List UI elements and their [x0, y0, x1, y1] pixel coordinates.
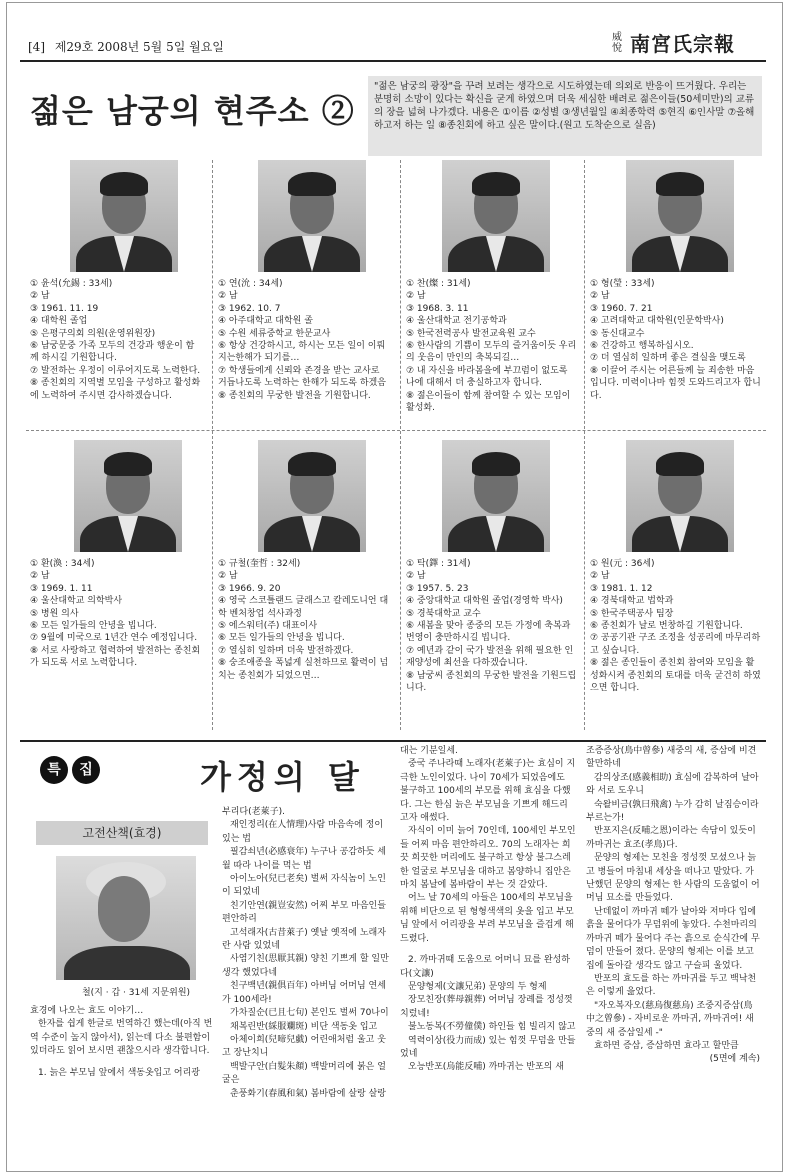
- article-paragraph: 불노동복(不勞僮僕) 하인들 힘 빌리지 않고: [408, 1022, 576, 1033]
- article-paragraph: 아체이희(兒啼兒戱) 어린애처럼 울고 웃고 장난치니: [222, 1034, 386, 1059]
- profile-photo: [74, 440, 182, 552]
- article-paragraph: 중국 주나라때 노래자(老萊子)는 효심이 지극한 노인이었다. 나이 70세가 되었음에도 불구하고 100세의 부모를 위해 효심을 다했다. 그는 한심 늙은 부모님을 기쁘게 해드리고자 애썼다.: [400, 759, 576, 824]
- profile-line: ⑥ 모든 일가들의 안녕을 빕니다.: [30, 621, 157, 632]
- article-paragraph: 어느 날 70세의 아들은 100세의 부모님을 위해 비단으로 된 형형색색의 옷을 입고 부모님 앞에서 어리광을 부려 부모님을 즐겁게 해 드렸다.: [400, 893, 574, 944]
- profile-line: ⑦ 더 열심히 일하며 좋은 결실을 맺도록: [590, 353, 746, 364]
- col-divider: [212, 160, 213, 730]
- profile-photo: [626, 160, 734, 272]
- profile-line: ⑤ 한국주택공사 팀장: [590, 608, 674, 619]
- profile-line: ⑧ 젊은이들이 함께 참여할 수 있는 모임이 활성화.: [406, 390, 571, 414]
- article-paragraph: 재인정리(在人情理)사람 마음속에 정이 있는 법: [222, 820, 384, 844]
- author-photo: [56, 856, 196, 980]
- profile-line: ① 윤석(允錫 : 33세): [30, 279, 113, 289]
- profile-line: ① 규철(奎哲 : 32세): [218, 559, 301, 569]
- article-paragraph: 감의상조(感義相助) 효심에 감복하여 날아와 서로 도우니: [586, 772, 759, 797]
- profile-line: ① 연(沇 : 34세): [218, 279, 283, 289]
- article-paragraph: 장모친장(葬母親葬) 어머님 장례를 정성껏 치렀네!: [400, 995, 573, 1019]
- article-paragraph: 친구백년(親俱百年) 아버님 어머님 연세가 100세라!: [222, 981, 386, 1005]
- article-paragraph: 조증증상(鳥中曾參) 새중의 새, 증삼에 비견할만하네: [586, 746, 757, 770]
- col-divider: [400, 160, 401, 730]
- profile-line: ① 찬(燦 : 31세): [406, 279, 471, 289]
- profile-line: ② 남: [30, 291, 50, 302]
- profile-line: ① 형(瑩 : 33세): [590, 279, 655, 289]
- profile-line: ④ 아주대학교 대학원 졸: [218, 316, 313, 327]
- article-col-4: [586, 745, 760, 1067]
- profile-line: ⑥ 새봄을 맞아 종중의 모든 가정에 축복과 번영이 충만하시길 빕니다.: [406, 621, 571, 644]
- profile-line: ⑧ 종친회의 무궁한 발전을 기원합니다.: [218, 390, 371, 401]
- article-paragraph: 친기안연(親豈安然) 어찌 부모 마음인들 편안하리: [222, 900, 386, 925]
- profile-line: ④ 고려대학교 대학원(인문학박사): [590, 316, 724, 327]
- profile-line: ④ 중앙대학교 대학원 졸업(경영학 박사): [406, 596, 563, 607]
- article-paragraph: 숙왈비금(孰曰飛禽) 누가 감히 날짐승이라 부르는가!: [586, 799, 759, 824]
- issue-info: 제29호 2008년 5월 5일 월요일: [54, 40, 224, 54]
- col-divider: [584, 160, 585, 730]
- profile-line: ⑤ 동신대교수: [590, 328, 645, 339]
- profile-line: ③ 1961. 11. 19: [30, 303, 99, 314]
- article-paragraph: 춘풍화기(春風和氣) 봄바람에 살랑 살랑: [230, 1088, 386, 1099]
- profile-line: ⑦ 공공기관 구조 조정을 성공리에 마무리하고 싶습니다.: [590, 633, 761, 656]
- profile-line: ① 탁(鐸 : 31세): [406, 559, 471, 569]
- article-paragraph: 자식이 이미 늙어 70인데, 100세인 부모인들 어찌 마음 편안하리오. 70의 노래자는 희끗 희끗한 머리에도 불구하고 항상 불그스레한 얼굴로 부모님을 대하고 봄양하니 집안은 마치 봄날에 봄바람이 부는 것 같았다.: [400, 826, 576, 891]
- special-badge: [40, 756, 100, 784]
- header-rule: [20, 60, 766, 62]
- profile-text: [590, 558, 762, 694]
- profile-line: ⑦ 학생들에게 신뢰와 존경을 받는 교사로 거듭나도록 노력하는 한해가 되도록 하겠음: [218, 365, 386, 389]
- profile-line: ⑤ 은평구의회 의원(운영위원장): [30, 328, 156, 339]
- row-divider: [26, 430, 766, 431]
- profile-line: ⑧ 이끌어 주시는 어른들께 늘 죄송한 마음입니다. 미력이나마 힘껏 도와드리고자 합니다.: [590, 365, 761, 401]
- profile-line: ② 남: [406, 571, 426, 582]
- profile-line: ⑦ 내 자신을 바라봄을에 부끄럼이 없도록 나에 대해서 더 충실하고자 합니다.: [406, 365, 568, 389]
- badge-char: 집: [72, 756, 100, 784]
- article-paragraph: 문양형제(文讓兄弟) 문양의 두 형제: [408, 981, 547, 992]
- masthead: [612, 28, 735, 57]
- profile-line: ② 남: [590, 291, 610, 302]
- profile-line: ② 남: [218, 571, 238, 582]
- profile-line: ② 남: [30, 571, 50, 582]
- profile-line: ③ 1962. 10. 7: [218, 303, 281, 314]
- feature-intro: "젊은 남궁의 광장"을 꾸려 보려는 생각으로 시도하였는데 의외로 반응이 뜨거웠다. 우리는 분명히 소망이 있다는 확신을 굳게 하였으며 더욱 세심한 배려로 젊은이들(50세미만)의 교류의 장을 넓혀 나가겠다. 내용은 ①이름 ②성별 ③생년월일 ④최종학력 ⑤현직 ⑥인사말 ⑦올해하고저 하는 일 ⑧종친회에 하고 싶은 말이다.(원고 도착순으로 실음): [368, 76, 762, 156]
- article-paragraph: (5면에 계속): [709, 1054, 760, 1065]
- profile-photo: [442, 440, 550, 552]
- article-paragraph: 백발구안(白髮朱顏) 백발머리에 붉은 얼굴은: [222, 1061, 386, 1086]
- profile-line: ⑧ 남궁씨 종친회의 무궁한 발전을 기원드립니다.: [406, 670, 577, 694]
- profile-line: ⑤ 병원 의사: [30, 608, 79, 619]
- badge-char: 특: [40, 756, 68, 784]
- profile-line: ⑤ 한국전력공사 발전교육원 교수: [406, 328, 536, 339]
- article-paragraph: 아이노아(兒已老矣) 벌써 자식놈이 노인이 되었네: [222, 874, 386, 898]
- profile-line: ⑦ 예년과 같이 국가 발전을 위해 필요한 인재양성에 최선을 다하겠습니다.: [406, 645, 574, 669]
- article-paragraph: [30, 1059, 216, 1067]
- article-paragraph: "자오복자오(慈烏復慈烏) 조중지증삼(鳥中之曾參) - 자비로운 까마귀, 까마귀여! 새중의 새 증삼일세 -": [586, 1000, 754, 1038]
- profile-photo: [258, 440, 366, 552]
- profile-line: ③ 1968. 3. 11: [406, 303, 469, 314]
- profile-line: ① 원(元 : 36세): [590, 559, 655, 569]
- special-title: 가정의 달: [200, 758, 365, 796]
- article-paragraph: 2. 까마귀때 도움으로 어머니 묘를 완성하다(文讓): [400, 955, 570, 979]
- profile-line: ⑤ 수원 세류중학교 한문교사: [218, 328, 331, 339]
- profile-line: ⑦ 9월에 미국으로 1년간 연수 예정입니다.: [30, 633, 198, 644]
- profile-line: ③ 1960. 7. 21: [590, 303, 653, 314]
- profile-line: ⑦ 열심히 일하며 더욱 발전하겠다.: [218, 645, 354, 656]
- issue-header: [28, 38, 224, 55]
- profile-photo: [70, 160, 178, 272]
- profile-line: ② 남: [590, 571, 610, 582]
- feature-title: 젊은 남궁의 현주소 ②: [30, 92, 355, 130]
- profile-text: [590, 278, 762, 402]
- article-paragraph: 가차질순(已且七旬) 본인도 벌써 70나이: [230, 1008, 389, 1019]
- profile-line: ⑥ 항상 건강하시고, 하시는 모든 일이 이뤄지는한해가 되기를…: [218, 341, 386, 364]
- article-paragraph: 효경에 나오는 효도 이야기…: [30, 1006, 144, 1016]
- profile-line: ④ 경북대학교 법학과: [590, 596, 674, 607]
- profile-text: [30, 558, 202, 670]
- profile-text: [30, 278, 202, 402]
- article-paragraph: 부리다(老萊子).: [222, 807, 285, 817]
- article-paragraph: 1. 늙은 부모님 앞에서 색동옷입고 어리광: [38, 1067, 200, 1078]
- article-paragraph: 사염기친(思厭其親) 양친 기쁘게 할 일만 생각 했었다네: [222, 954, 389, 978]
- profile-line: ① 환(渙 : 34세): [30, 559, 95, 569]
- profile-line: ② 남: [218, 291, 238, 302]
- profile-line: ③ 1966. 9. 20: [218, 583, 281, 594]
- section-rule: [20, 740, 766, 742]
- article-paragraph: 반포지은(反哺之恩)이라는 속담이 있듯이 까마귀는 효조(孝鳥)다.: [586, 826, 756, 850]
- article-paragraph: 한자를 쉽게 한글로 번역하긴 했는데(아직 번역 수준이 높지 않아서), 읽는데 다소 불편함이 있더라도 읽어 보시면 괜찮으시라 생각합니다.: [30, 1019, 213, 1057]
- article-paragraph: 대는 기분일세.: [400, 746, 458, 756]
- profile-photo: [442, 160, 550, 272]
- article-col-1: [30, 1005, 216, 1080]
- profile-line: ③ 1981. 1. 12: [590, 583, 653, 594]
- article-paragraph: 오능반포(烏能反哺) 까마귀는 반포의 새: [408, 1062, 564, 1073]
- profile-line: ④ 울산대학교 전기공학과: [406, 316, 507, 327]
- article-paragraph: 역력이상(役力而成) 있는 힘껏 무덤을 만들었네: [400, 1035, 576, 1059]
- profile-line: ⑧ 젊은 종인들이 종친회 참여와 모임을 활성화시켜 종친회의 토대를 더욱 굳건히 하였으면 합니다.: [590, 658, 761, 694]
- article-paragraph: 효하면 증삼, 증삼하면 효라고 할만큼: [594, 1040, 739, 1051]
- author-caption: 철(지 · 갑 · 31세 지문위원): [81, 988, 191, 998]
- profile-text: [218, 278, 390, 402]
- article-col-2: [222, 806, 392, 1101]
- profile-line: ⑦ 발전하는 우정이 이루어지도록 노력한다.: [30, 365, 201, 376]
- profile-line: ⑧ 서로 사랑하고 협력하여 발전하는 종친회가 되도록 서로 노력합니다.: [30, 645, 201, 669]
- article-paragraph: 문양의 형제는 모친을 정성껏 모셨으나 늙고 병들어 마침내 세상을 떠나고 말았다. 가난했던 문양의 형제는 한 사람의 도움없이 어머님 묘소를 만들었다.: [586, 853, 760, 904]
- profile-text: [218, 558, 390, 682]
- article-paragraph: 필감쇠년(必感衰年) 누구나 공감하듯 세월 따라 나이를 먹는 법: [222, 847, 386, 871]
- profile-line: ④ 울산대학교 의학박사: [30, 596, 123, 607]
- profile-text: [406, 278, 578, 414]
- profile-line: ⑧ 종친회의 지역별 모임을 구성하고 활성화에 노력하여 주시면 감사하겠습니다.: [30, 378, 201, 401]
- profile-line: ④ 대학원 졸업: [30, 316, 88, 327]
- paper-name: 南宮氏宗報: [630, 32, 735, 56]
- section-label: 고전산책(효경): [36, 821, 208, 845]
- profile-photo: [626, 440, 734, 552]
- article-paragraph: [400, 946, 576, 954]
- profile-line: ⑤ 에스워터(주) 대표이사: [218, 621, 318, 632]
- article-paragraph: 채복린반(綵服斕斑) 비단 색동옷 입고: [230, 1021, 378, 1032]
- profile-line: ⑧ 숭조애종을 폭넓게 실천하므로 활력이 넘치는 종친회가 되었으면…: [218, 658, 389, 681]
- article-paragraph: 고석래자(古昔萊子) 옛날 옛적에 노래자란 사람 있었네: [222, 927, 386, 952]
- profile-line: ④ 영국 스코틀랜드 글래스고 칼레도니언 대학 벤처창업 석사과정: [218, 596, 389, 619]
- profile-line: ⑥ 모든 일가들의 안녕을 빕니다.: [218, 633, 345, 644]
- profile-photo: [258, 160, 366, 272]
- profile-line: ⑥ 남궁문중 가족 모두의 건강과 행운이 함께 하시길 기원합니다.: [30, 341, 195, 364]
- profile-line: ③ 1957. 5. 23: [406, 583, 469, 594]
- profile-text: [406, 558, 578, 694]
- article-paragraph: 반포의 효도를 하는 까마귀를 두고 백낙천은 이렇게 읊었다.: [586, 973, 757, 998]
- profile-line: ② 남: [406, 291, 426, 302]
- article-col-3: [400, 745, 576, 1075]
- page-number: [4]: [28, 40, 45, 54]
- profile-line: ③ 1969. 1. 11: [30, 583, 93, 594]
- seal-mark: 威悅: [612, 31, 622, 54]
- profile-line: ⑥ 한사람의 기쁨이 모두의 즐거움이듯 우리의 웃음이 만인의 축복되길…: [406, 341, 577, 364]
- article-paragraph: 난데없이 까마귀 떼가 날아와 저마다 입에 흙을 물어다가 무덤위에 놓았다. 수천마리의 까마귀 떼가 물어다 주는 흙으로 순식간에 무덤이 만들어 졌다. 문양의 형제는 이를 보고 집에 돌아갈 생각도 않고 구슬피 울었다.: [586, 906, 760, 971]
- profile-line: ⑤ 경북대학교 교수: [406, 608, 481, 619]
- profile-line: ⑥ 건강하고 행복하십시오.: [590, 341, 694, 352]
- profile-line: ⑥ 종친회가 날로 번창하길 기원합니다.: [590, 621, 743, 632]
